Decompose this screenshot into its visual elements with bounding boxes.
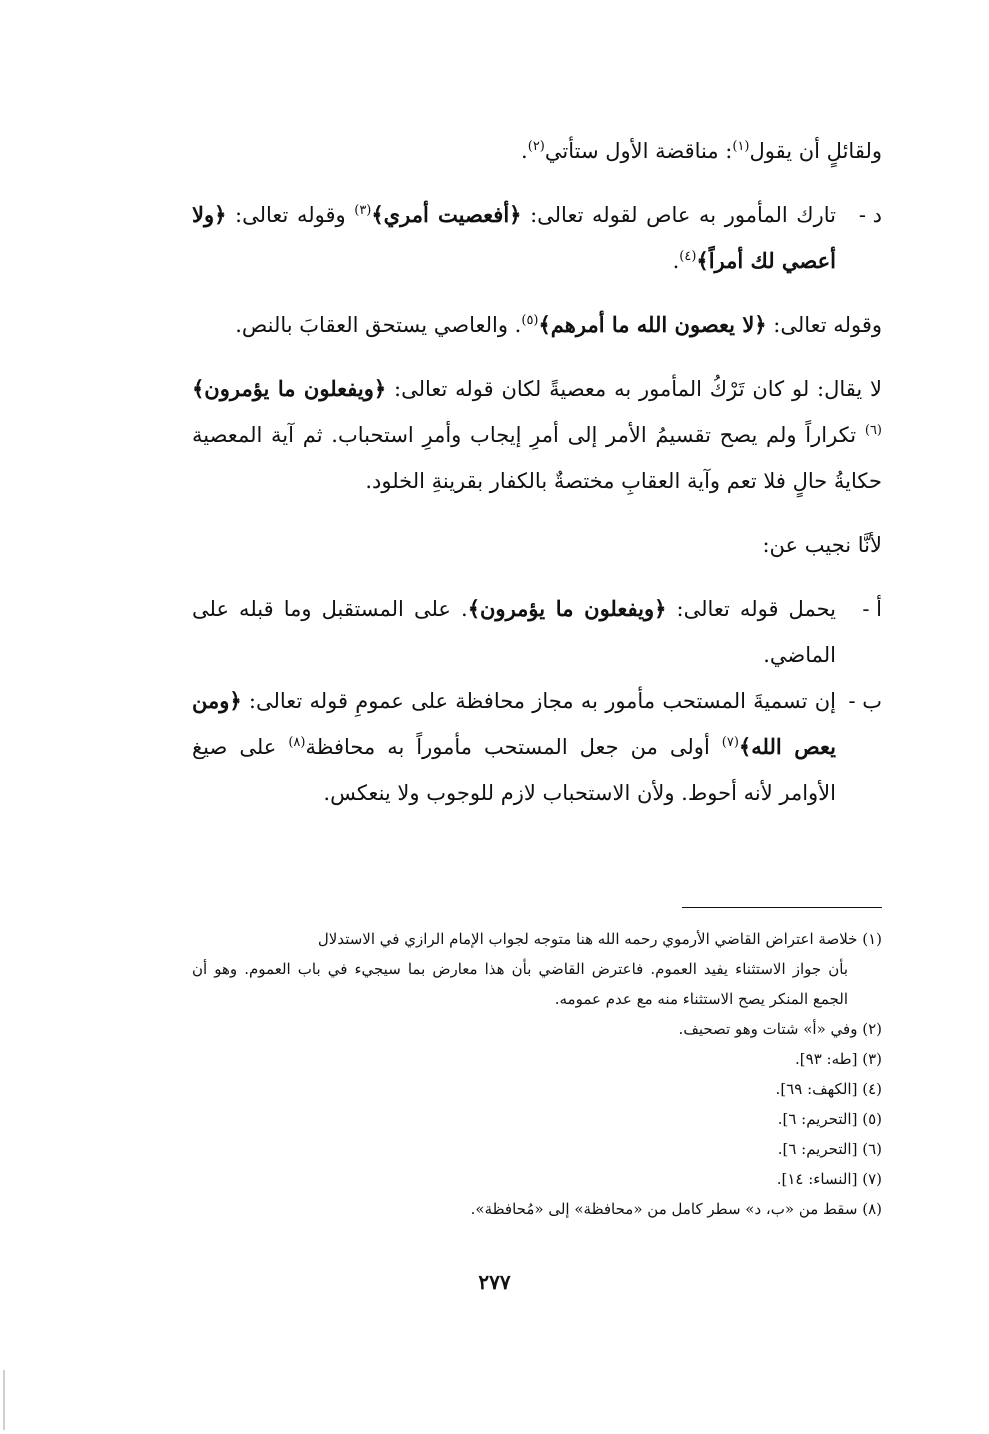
text-segment: . [521, 139, 528, 163]
text-segment: ولقائلٍ أن يقول [749, 139, 882, 163]
footnote-4 [192, 1074, 882, 1104]
footnote-number: (٤) [862, 1080, 882, 1098]
footnote-number: (١) [862, 930, 882, 948]
quran-verse: ﴿ومن يعص الله﴾ [192, 688, 837, 759]
footnote-text: [الكهف: ٦٩]. [775, 1080, 858, 1098]
footnote-number: (٢) [862, 1020, 882, 1038]
list-marker: أ - [862, 597, 882, 621]
text-segment: إن تسميةَ المستحب مأمور به مجاز محافظة على عمومِ قوله تعالى: [241, 689, 836, 713]
text-segment: . والعاصي يستحق العقابَ بالنص. [235, 313, 522, 337]
text-segment: على صيغ الأوامر لأنه أحوط. ولأن الاستحباب لازم للوجوب ولا ينعكس. [192, 735, 836, 805]
text-segment: يحمل قوله تعالى: [666, 597, 836, 621]
text-segment: تارك المأمور به عاص لقوله تعالى: [521, 203, 836, 227]
footnote-6 [192, 1134, 882, 1164]
footnote-number: (٨) [862, 1200, 882, 1218]
footnote-ref-6[interactable]: (٦) [864, 423, 882, 438]
list-marker: د - [858, 203, 882, 227]
footnote-ref-8[interactable]: (٨) [288, 735, 306, 750]
footnote-ref-4[interactable]: (٤) [679, 249, 697, 264]
text-segment: : مناقضة الأول ستأتي [544, 139, 733, 163]
footnotes [192, 924, 882, 1224]
quran-verse: ﴿لا يعصون الله ما أمرهم﴾ [538, 312, 767, 337]
list-item-dal [192, 192, 882, 284]
main-text [192, 128, 882, 816]
text-segment: وقوله تعالى: [766, 313, 882, 337]
text-segment: لا يقال: لو كان تَرْكُ المأمور به معصيةً لكان قوله تعالى: [386, 377, 882, 401]
list-item-ba [192, 678, 882, 816]
footnote-2 [192, 1014, 882, 1044]
paragraph-objection [192, 128, 882, 174]
footnote-ref-5[interactable]: (٥) [521, 313, 539, 328]
footnote-text: [النساء: ١٤]. [776, 1170, 858, 1188]
text-segment: لأنَّا نجيب عن: [762, 533, 882, 557]
footnote-ref-1[interactable]: (١) [732, 139, 750, 154]
list-marker: ب - [848, 689, 882, 713]
footnote-number: (٣) [862, 1050, 882, 1068]
footnote-text: خلاصة اعتراض القاضي الأرموي رحمه الله هنا متوجه لجواب الإمام الرازي في الاستدلال [317, 930, 858, 948]
quran-verse: ﴿ويفعلون ما يؤمرون﴾ [192, 376, 387, 401]
footnote-ref-3[interactable]: (٣) [354, 203, 372, 218]
page-number: ٢٧٧ [478, 1270, 511, 1294]
footnote-3 [192, 1044, 882, 1074]
paragraph-answer-intro [192, 522, 882, 568]
paragraph-verse [192, 302, 882, 348]
footnote-text: [التحريم: ٦]. [777, 1110, 858, 1128]
footnote-number: (٦) [862, 1140, 882, 1158]
text-segment: . [672, 249, 680, 273]
footnote-ref-2[interactable]: (٢) [527, 139, 545, 154]
footnote-number: (٥) [862, 1110, 882, 1128]
quran-verse: ﴿ويفعلون ما يؤمرون﴾ [467, 596, 667, 621]
footnote-text: [طه: ٩٣]. [795, 1050, 858, 1068]
text-segment: . على المستقبل وما قبله على الماضي. [192, 597, 836, 667]
page-edge-line [3, 1370, 5, 1430]
list-item-alif [192, 586, 882, 678]
footnote-5 [192, 1104, 882, 1134]
footnote-ref-7[interactable]: (٧) [721, 735, 739, 750]
footnote-text: سقط من «ب، د» سطر كامل من «محافظة» إلى «مُحافظة». [470, 1200, 858, 1218]
footnote-8 [192, 1194, 882, 1224]
quran-verse: ﴿أفعصيت أمري﴾ [371, 202, 522, 227]
footnote-separator [682, 907, 882, 908]
text-segment: وقوله تعالى: [226, 203, 355, 227]
paragraph-counter [192, 366, 882, 504]
text-segment: أولى من جعل المستحب مأموراً به محافظة [305, 735, 722, 759]
footnote-text: [التحريم: ٦]. [777, 1140, 858, 1158]
footnote-1 [192, 924, 882, 1014]
quran-verse: ﴿ولا أعصي لك أمراً﴾ [192, 202, 836, 273]
text-segment: تكراراً ولم يصح تقسيمُ الأمر إلى أمرِ إيجاب وأمرِ استحباب. ثم آية المعصية حكايةُ حالٍ فلا تعم وآية العقابِ مختصةٌ بالكفار بقرينةِ الخلود. [192, 423, 882, 493]
footnote-7 [192, 1164, 882, 1194]
footnote-number: (٧) [862, 1170, 882, 1188]
footnote-text-continued: بأن جواز الاستثناء يفيد العموم. فاعترض القاضي بأن هذا معارض بما سيجيء في باب العموم. وهو أن الجمع المنكر يصح الاستثناء منه مع عدم عمومه. [192, 960, 848, 1008]
footnote-text: وفي «أ» شتات وهو تصحيف. [678, 1020, 858, 1038]
